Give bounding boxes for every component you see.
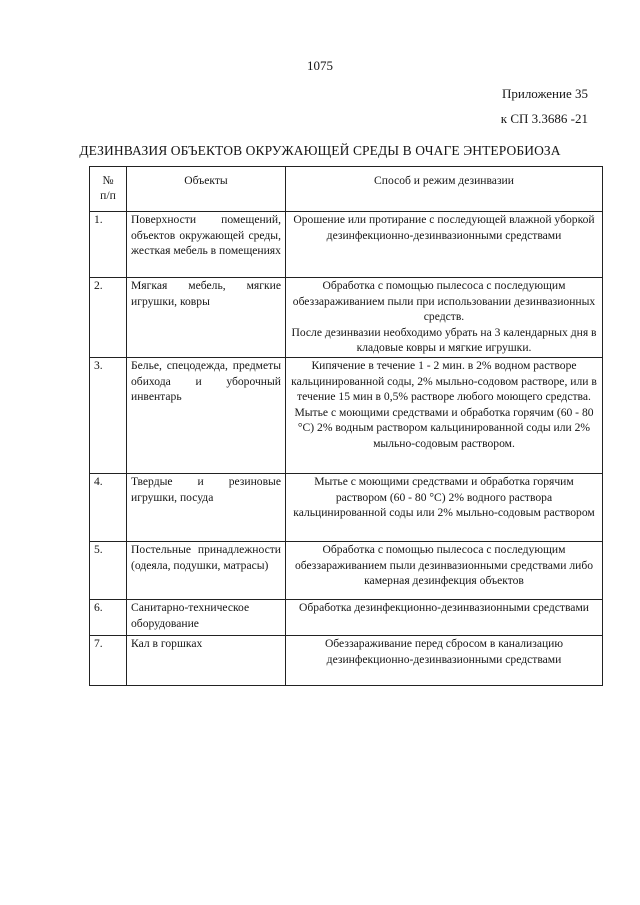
row-method (286, 636, 603, 686)
row-number: 7. (90, 636, 127, 686)
method-paragraph: Обработка с помощью пылесоса с последующим обеззараживанием пыли дезинвазионными средствами либо камерная дезинфекция объектов (294, 543, 594, 587)
row-method (286, 600, 603, 636)
row-object: Белье, спецодежда, предметы обихода и уборочный инвентарь (127, 358, 286, 474)
page-number: 1075 (307, 58, 333, 73)
header-number-abbr: п/п (100, 189, 116, 202)
row-number: 2. (90, 278, 127, 358)
row-number: 1. (90, 212, 127, 278)
method-paragraph: Обработка дезинфекционно-дезинвазионными средствами (299, 601, 589, 614)
table-row (90, 212, 603, 278)
method-paragraph: Кипячение в течение 1 - 2 мин. в 2% водном растворе кальцинированной соды, 2% мыльно-содовом растворе, или в течение 15 мин в 0,5% растворе любого моющего средства. (291, 359, 597, 403)
header-method-label: Способ и режим дезинвазии (374, 174, 514, 187)
row-number: 6. (90, 600, 127, 636)
table-row (90, 278, 603, 358)
table-header-row (90, 167, 603, 212)
method-paragraph: После дезинвазии необходимо убрать на 3 календарных дня в кладовые ковры и мягкие игрушки. (291, 325, 597, 354)
row-object: Твердые и резиновые игрушки, посуда (127, 474, 286, 542)
document-title: ДЕЗИНВАЗИЯ ОБЪЕКТОВ ОКРУЖАЮЩЕЙ СРЕДЫ В ОЧАГЕ ЭНТЕРОБИОЗА (79, 143, 561, 158)
disinvasion-table (89, 166, 603, 686)
row-object: Постельные принадлежности (одеяла, подушки, матрасы) (127, 542, 286, 600)
table-row (90, 636, 603, 686)
header-number (90, 167, 127, 212)
row-method (286, 542, 603, 600)
header-method (286, 167, 603, 212)
table-row (90, 474, 603, 542)
row-number: 3. (90, 358, 127, 474)
row-method (286, 358, 603, 474)
table-row (90, 542, 603, 600)
header-number-sign: № (102, 174, 114, 187)
appendix-reference: к СП 3.3686 -21 (500, 111, 588, 126)
header-objects (127, 167, 286, 212)
row-number: 5. (90, 542, 127, 600)
method-paragraph: Мытье с моющими средствами и обработка горячим (60 - 80 °С) 2% водным раствором кальцинированной соды или 2% мыльно-содовым раствором. (294, 405, 594, 450)
row-method (286, 474, 603, 542)
header-objects-label: Объекты (184, 174, 228, 187)
method-paragraph: Обработка с помощью пылесоса с последующим обеззараживанием пыли при использовании дезинвазионных средств. (292, 279, 596, 323)
appendix-label: Приложение 35 (501, 86, 588, 101)
row-method (286, 212, 603, 278)
method-paragraph: Орошение или протирание с последующей влажной уборкой дезинфекционно-дезинвазионными средствами (293, 213, 595, 242)
row-object: Поверхности помещений, объектов окружающей среды, жесткая мебель в помещениях (127, 212, 286, 278)
table-row (90, 358, 603, 474)
method-paragraph: Мытье с моющими средствами и обработка горячим раствором (60 - 80 °С) 2% водного раствора кальцинированной соды или 2% мыльно-содовым раствором (293, 475, 595, 519)
row-object: Кал в горшках (127, 636, 286, 686)
row-number: 4. (90, 474, 127, 542)
table-row (90, 600, 603, 636)
method-paragraph: Обеззараживание перед сбросом в канализацию дезинфекционно-дезинвазионными средствами (324, 637, 564, 666)
row-method (286, 278, 603, 358)
row-object: Мягкая мебель, мягкие игрушки, ковры (127, 278, 286, 358)
row-object: Санитарно-техническое оборудование (127, 600, 286, 636)
